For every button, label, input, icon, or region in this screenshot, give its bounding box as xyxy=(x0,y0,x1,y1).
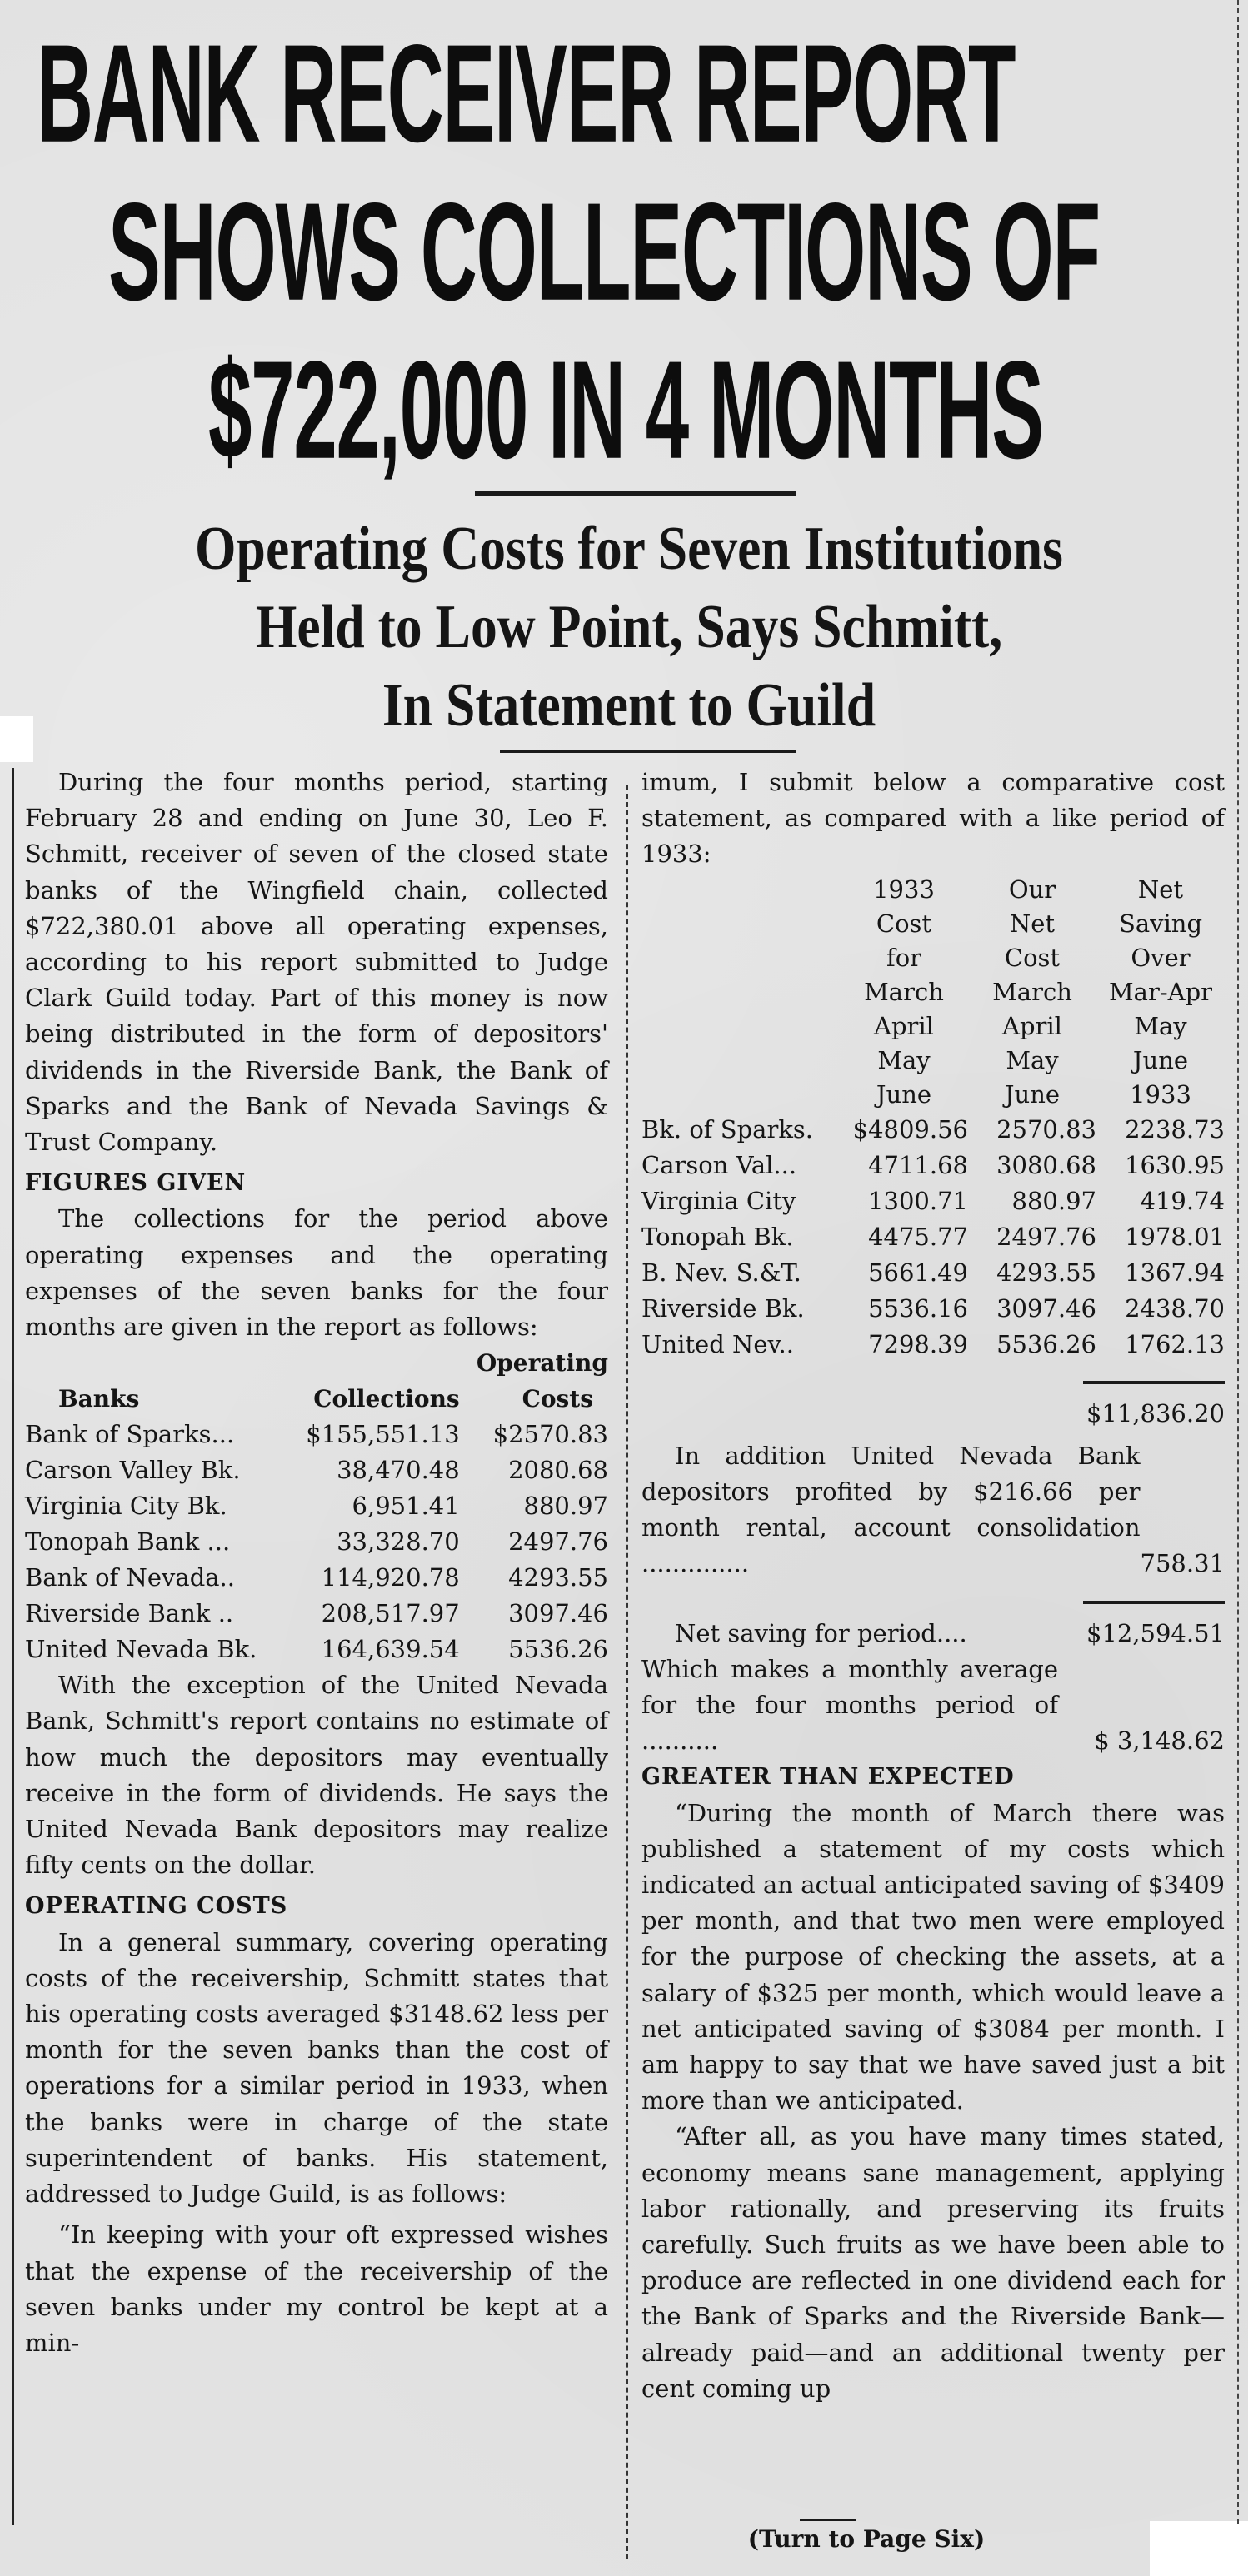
saving-value: 1762.13 xyxy=(1125,1329,1225,1358)
deck-line: Operating Costs for Seven Institutions xyxy=(195,515,1063,583)
saving-value: 1630.95 xyxy=(1125,1150,1225,1179)
table-row xyxy=(641,1148,1225,1183)
bank-name: Virginia City Bk. xyxy=(25,1492,227,1521)
saving-value: 2238.73 xyxy=(1125,1114,1225,1144)
collections-value: 114,920.78 xyxy=(321,1563,460,1592)
column-header xyxy=(1096,873,1225,1112)
headline xyxy=(33,7,1233,488)
costs-value: 3097.46 xyxy=(508,1599,608,1628)
addition-value: 758.31 xyxy=(1140,1549,1225,1578)
monthly-average-value: $ 3,148.62 xyxy=(1094,1726,1225,1756)
costs-value: 5536.26 xyxy=(508,1635,608,1664)
cost-1933-value: 7298.39 xyxy=(868,1329,968,1358)
saving-value: 2438.70 xyxy=(1125,1293,1225,1323)
headline-line: $722,000 IN 4 MONTHS xyxy=(208,332,1043,488)
header-word: 1933 xyxy=(873,874,935,904)
deck-line: Held to Low Point, Says Schmitt, xyxy=(255,593,1003,661)
net-saving-label: Net saving for period.... xyxy=(675,1618,967,1647)
header-word: May xyxy=(877,1045,931,1074)
header-word: April xyxy=(874,1011,934,1040)
header-word: for xyxy=(886,943,922,972)
header-word: Cost xyxy=(1004,943,1061,972)
bank-name: B. Nev. S.&T. xyxy=(641,1258,801,1287)
header-word: June xyxy=(1004,1079,1061,1109)
bank-name: Tonopah Bank ... xyxy=(25,1527,231,1557)
collections-value: 33,328.70 xyxy=(337,1527,460,1557)
table-row xyxy=(641,1255,1225,1291)
paragraph: In addition United Nevada Bank depositors profited by $216.66 per month rental, account consolidation .............. xyxy=(641,1441,1141,1578)
headline-line: SHOWS COLLECTIONS OF xyxy=(108,174,1100,330)
table-row xyxy=(25,1632,608,1667)
bank-name: Riverside Bank .. xyxy=(25,1599,234,1628)
bank-name: United Nev.. xyxy=(641,1329,794,1358)
net-cost-value: 2497.76 xyxy=(996,1222,1096,1251)
column-header: Collections xyxy=(313,1385,460,1413)
table-row xyxy=(25,1524,608,1560)
table-row xyxy=(25,1596,608,1632)
header-word: Saving xyxy=(1118,909,1203,938)
paragraph: During the four months period, starting February 28 and ending on June 30, Leo F. Schmitt, receiver of seven of the closed state banks of the Wingfield chain, collected $722,380.01 above all operating expenses, according to his report submitted to Judge Clark Guild today. Part of this money is now being distributed in the form of depositors' dividends in the Riverside Bank, the Bank of Sparks and the Bank of Nevada Savings & Trust Company. xyxy=(25,768,608,1157)
header-word: Net xyxy=(1009,909,1056,938)
column-rule xyxy=(1237,0,1239,2524)
monthly-average-label: Which makes a monthly average for the four months period of .......... xyxy=(641,1654,1058,1756)
collections-value: 6,951.41 xyxy=(352,1492,460,1521)
scan-blank-patch xyxy=(1150,2521,1248,2576)
collections-value: 164,639.54 xyxy=(321,1635,460,1664)
bank-name: United Nevada Bk. xyxy=(25,1635,257,1664)
cost-1933-value: 1300.71 xyxy=(868,1186,968,1215)
table-row xyxy=(25,1452,608,1488)
costs-value: 2080.68 xyxy=(508,1456,608,1485)
bank-name: Tonopah Bk. xyxy=(641,1222,794,1251)
headline-divider xyxy=(475,491,796,496)
costs-value: 4293.55 xyxy=(508,1563,608,1592)
header-word: April xyxy=(1002,1011,1062,1040)
table-row xyxy=(641,1219,1225,1255)
collections-value: 208,517.97 xyxy=(321,1599,460,1628)
costs-value: 2497.76 xyxy=(508,1527,608,1557)
table-row xyxy=(641,1291,1225,1327)
table-row xyxy=(641,1183,1225,1219)
total-rule xyxy=(1083,1601,1225,1604)
bank-name: Virginia City xyxy=(641,1186,796,1215)
paragraph: “In keeping with your oft expressed wishes that the expense of the receivership of the seven banks under my control be kept at a min- xyxy=(25,2220,608,2357)
bank-name: Carson Val... xyxy=(641,1150,797,1179)
saving-value: 1978.01 xyxy=(1125,1222,1225,1251)
section-subhead: FIGURES GIVEN xyxy=(25,1170,247,1197)
jump-line: (Turn to Page Six) xyxy=(747,2525,986,2553)
column-rule xyxy=(12,768,14,2525)
table-row xyxy=(25,1560,608,1596)
paragraph: With the exception of the United Nevada Bank, Schmitt's report contains no estimate of how much the depositors may eventually receive in the form of dividends. He says the United Nevada Bank depositors may realize fifty cents on the dollar. xyxy=(25,1671,608,1880)
cost-1933-value: 4711.68 xyxy=(868,1150,968,1179)
header-word: Cost xyxy=(876,909,932,938)
collections-table xyxy=(25,1345,608,1667)
paragraph: The collections for the period above operating expenses and the operating expenses of the seven banks for the four months are given in the report as follows: xyxy=(25,1204,608,1342)
header-word: June xyxy=(1132,1045,1189,1074)
net-cost-value: 880.97 xyxy=(1011,1186,1096,1215)
bank-name: Bank of Nevada.. xyxy=(25,1563,235,1592)
net-cost-value: 3080.68 xyxy=(996,1150,1096,1179)
bank-name: Bk. of Sparks. xyxy=(641,1114,813,1144)
cost-1933-value: $4809.56 xyxy=(852,1114,968,1144)
net-cost-value: 3097.46 xyxy=(996,1293,1096,1323)
net-cost-value: 2570.83 xyxy=(996,1114,1096,1144)
cost-1933-value: 5661.49 xyxy=(868,1258,968,1287)
deck-divider xyxy=(500,750,796,753)
header-word: Over xyxy=(1131,943,1191,972)
table-row xyxy=(25,1488,608,1524)
collections-value: $155,551.13 xyxy=(306,1420,460,1449)
header-word: March xyxy=(992,977,1072,1006)
costs-value: $2570.83 xyxy=(492,1420,608,1449)
column-header: Costs xyxy=(522,1385,593,1413)
bank-name: Carson Valley Bk. xyxy=(25,1456,241,1485)
comparative-cost-table xyxy=(641,873,1225,1363)
column-header: Operating xyxy=(476,1349,608,1378)
section-subhead: GREATER THAN EXPECTED xyxy=(641,1764,1015,1791)
table-row xyxy=(641,1327,1225,1363)
jump-divider xyxy=(800,2519,856,2521)
bank-name: Riverside Bk. xyxy=(641,1293,805,1323)
total-rule xyxy=(1083,1381,1225,1384)
net-saving-value: $12,594.51 xyxy=(1086,1618,1225,1647)
header-word: Mar-Apr xyxy=(1108,977,1212,1006)
header-word: March xyxy=(864,977,944,1006)
column-header: Banks xyxy=(58,1385,140,1413)
column-rule xyxy=(626,785,628,2559)
header-word: May xyxy=(1006,1045,1059,1074)
saving-value: 419.74 xyxy=(1140,1186,1225,1215)
saving-value: 1367.94 xyxy=(1125,1258,1225,1287)
deck-line: In Statement to Guild xyxy=(382,671,876,740)
table-row xyxy=(641,1112,1225,1148)
section-subhead: OPERATING COSTS xyxy=(25,1893,288,1920)
paragraph: In a general summary, covering operating costs of the receivership, Schmitt states that his operating costs averaged $3148.62 less per month for the seven banks than the cost of operations for a similar period in 1933, when the banks were in charge of the state superintendent of banks. His statement, addressed to Judge Guild, is as follows: xyxy=(25,1927,608,2209)
header-word: Net xyxy=(1137,874,1184,904)
collections-value: 38,470.48 xyxy=(337,1456,460,1485)
headline-line: BANK RECEIVER REPORT xyxy=(37,16,1016,172)
cost-1933-value: 5536.16 xyxy=(868,1293,968,1323)
article-column-left xyxy=(25,765,608,2361)
monthly-average-row xyxy=(641,1652,1225,1760)
costs-value: 880.97 xyxy=(523,1492,608,1521)
addition-row xyxy=(641,1438,1225,1582)
paragraph: “During the month of March there was published a statement of my costs which indicated an actual anticipated saving of $3409 per month, and that two men were employed for the purpose of checking the assets, at a salary of $325 per month, which would leave a net anticipated saving of $3084 per month. I am happy to say that we have saved just a bit more than we anticipated. xyxy=(641,1798,1225,2115)
header-word: Our xyxy=(1008,874,1056,904)
column-header xyxy=(840,873,968,1112)
column-header xyxy=(968,873,1096,1112)
cost-1933-value: 4475.77 xyxy=(868,1222,968,1251)
paragraph: “After all, as you have many times stated, economy means sane management, applying labor rationally, and preserving its fruits carefully. Such fruits as we have been able to produce are reflected in one dividend each for the Bank of Sparks and the Riverside Bank—already paid—and an additional twenty per cent coming up xyxy=(641,2122,1225,2403)
header-word: June xyxy=(876,1079,932,1109)
header-word: 1933 xyxy=(1130,1079,1191,1109)
total-saving: $11,836.20 xyxy=(1086,1398,1225,1428)
net-saving-row xyxy=(641,1616,1225,1652)
article-column-right xyxy=(641,765,1225,2407)
bank-name: Bank of Sparks... xyxy=(25,1420,235,1449)
net-cost-value: 4293.55 xyxy=(996,1258,1096,1287)
subheadline-deck xyxy=(25,510,1233,745)
header-word: May xyxy=(1134,1011,1187,1040)
table-row xyxy=(25,1417,608,1452)
net-cost-value: 5536.26 xyxy=(996,1329,1096,1358)
paragraph: imum, I submit below a comparative cost statement, as compared with a like period of 1933: xyxy=(641,768,1225,869)
